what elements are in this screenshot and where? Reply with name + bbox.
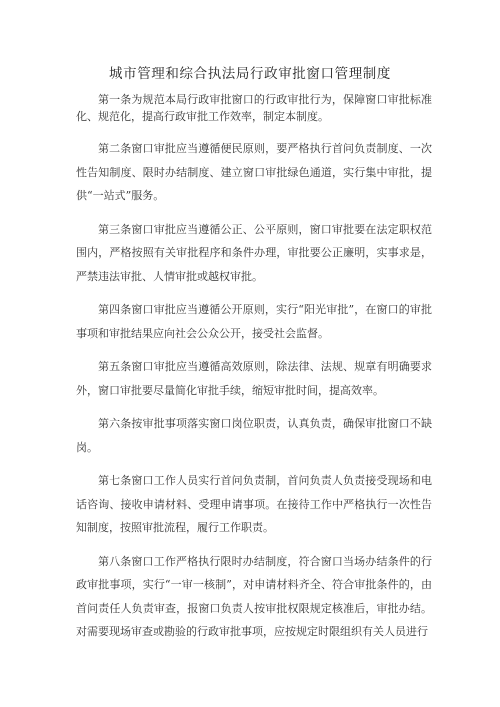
article-3-paragraph: 第三条窗口审批应当遵循公正、公平原则，窗口审批要在法定职权范围内，严格按照有关审批程序和条件办理，审批要公正廉明，实事求是，严禁违法审批、人情审批或越权审批。 — [76, 222, 432, 283]
article-4-paragraph: 第四条窗口审批应当遵循公开原则，实行“阳光审批”，在窗口的审批事项和审批结果应向社会公众公开，接受社会监督。 — [76, 303, 432, 340]
article-6-paragraph: 第六条按审批事项落实窗口岗位职责，认真负责，确保审批窗口不缺岗。 — [76, 417, 432, 454]
document-body — [76, 91, 432, 644]
article-5-paragraph: 第五条窗口审批应当遵循高效原则，除法律、法规、规章有明确要求外，窗口审批要尽量简化审批手续，缩短审批时间，提高效率。 — [76, 360, 432, 397]
article-2-paragraph: 第二条窗口审批应当遵循便民原则，要严格执行首问负责制度、一次性告知制度、限时办结制度、建立窗口审批绿色通道，实行集中审批，提供“一站式”服务。 — [76, 142, 432, 202]
article-8-paragraph: 第八条窗口工作严格执行限时办结制度，符合窗口当场办结条件的行政审批事项，实行“一审一核制”，对申请材料齐全、符合审批条件的，由首问责任人负责审查，报窗口负责人按审批权限规定核准后，审批办结。对需要现场审查或勘验的行政审批事项，应按规定时限组织有关人员进行 — [76, 554, 432, 638]
document-title: 城市管理和综合执法局行政审批窗口管理制度 — [109, 66, 391, 82]
article-7-paragraph: 第七条窗口工作人员实行首问负责制，首问负责人负责接受现场和电话咨询、接收申请材料、受理申请事项。在接待工作中严格执行一次性告知制度，按照审批流程，履行工作职责。 — [76, 474, 432, 534]
article-1-paragraph: 第一条为规范本局行政审批窗口的行政审批行为，保障窗口审批标准化、规范化，提高行政审批工作效率，制定本制度。 — [76, 93, 432, 123]
